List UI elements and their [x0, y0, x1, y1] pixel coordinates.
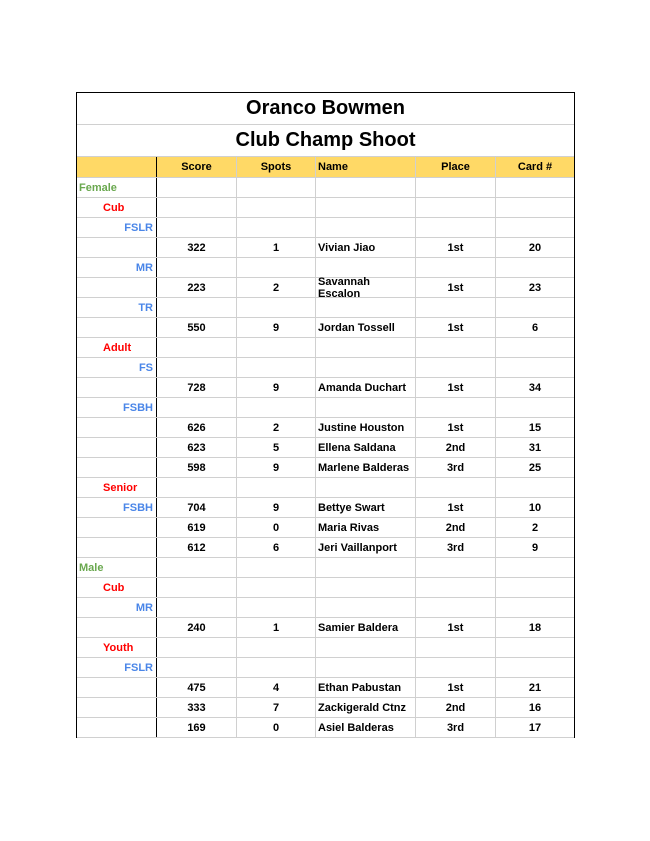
place-cell: [416, 178, 496, 197]
spots-cell: [237, 478, 316, 497]
name-cell: Asiel Balderas: [316, 718, 416, 737]
card-cell: [496, 358, 574, 377]
category-label: FSLR: [77, 218, 157, 237]
table-row: [77, 618, 574, 638]
spots-cell: [237, 198, 316, 217]
card-cell: [496, 258, 574, 277]
score-cell: [157, 478, 237, 497]
score-cell: [157, 218, 237, 237]
category-label: [77, 238, 157, 257]
score-cell: 728: [157, 378, 237, 397]
header-score: Score: [157, 157, 237, 177]
results-rows: [77, 178, 574, 738]
card-cell: [496, 298, 574, 317]
category-label: [77, 538, 157, 557]
category-label: [77, 458, 157, 477]
category-label: [77, 678, 157, 697]
table-row: [77, 718, 574, 738]
score-cell: [157, 298, 237, 317]
score-cell: [157, 598, 237, 617]
spots-cell: 2: [237, 278, 316, 297]
header-spots: Spots: [237, 157, 316, 177]
place-cell: 1st: [416, 378, 496, 397]
spots-cell: 0: [237, 718, 316, 737]
table-row: [77, 318, 574, 338]
name-cell: Justine Houston: [316, 418, 416, 437]
results-sheet: [76, 92, 575, 738]
card-cell: 25: [528, 461, 542, 474]
table-row: [77, 698, 574, 718]
name-cell: [316, 638, 416, 657]
spots-cell: 5: [237, 438, 316, 457]
table-row: [77, 538, 574, 558]
sheet-title: Oranco Bowmen: [77, 93, 574, 125]
place-cell: [416, 398, 496, 417]
place-cell: [416, 298, 496, 317]
name-cell: [316, 398, 416, 417]
place-cell: [416, 578, 496, 597]
score-cell: [157, 178, 237, 197]
score-cell: [157, 358, 237, 377]
card-cell: 16: [528, 701, 542, 714]
category-label: FSBH: [77, 498, 157, 517]
place-cell: [416, 358, 496, 377]
score-cell: 704: [157, 498, 237, 517]
table-row: [77, 418, 574, 438]
name-cell: Vivian Jiao: [316, 238, 416, 257]
spots-cell: [237, 338, 316, 357]
score-cell: [157, 398, 237, 417]
score-cell: 612: [157, 538, 237, 557]
spots-cell: 1: [237, 238, 316, 257]
table-row: [77, 275, 574, 300]
category-row: [77, 338, 574, 358]
score-cell: 598: [157, 458, 237, 477]
spots-cell: 9: [237, 498, 316, 517]
category-label: Adult: [77, 338, 157, 357]
place-cell: 1st: [416, 498, 496, 517]
table-row: [77, 458, 574, 478]
card-cell: [496, 598, 574, 617]
category-row: [77, 198, 574, 218]
table-row: [77, 518, 574, 538]
score-cell: 223: [157, 278, 237, 297]
card-cell: [496, 178, 574, 197]
name-cell: Amanda Duchart: [316, 378, 416, 397]
card-cell: 20: [528, 241, 542, 254]
card-cell: [496, 578, 574, 597]
spots-cell: [237, 178, 316, 197]
place-cell: 3rd: [416, 538, 496, 557]
place-cell: [416, 658, 496, 677]
card-cell: 15: [528, 421, 542, 434]
card-cell: 21: [528, 681, 542, 694]
name-cell: Marlene Balderas: [316, 458, 416, 477]
category-label: [77, 418, 157, 437]
category-row: [77, 478, 574, 498]
place-cell: 1st: [416, 278, 496, 297]
place-cell: [416, 478, 496, 497]
spots-cell: 1: [237, 618, 316, 637]
place-cell: 1st: [416, 618, 496, 637]
place-cell: [416, 638, 496, 657]
card-cell: [496, 338, 574, 357]
category-label: Senior: [77, 478, 157, 497]
header-name: Name: [316, 157, 416, 177]
category-label: [77, 438, 157, 457]
place-cell: [416, 218, 496, 237]
name-cell: [316, 178, 416, 197]
category-label: Cub: [77, 198, 157, 217]
spots-cell: 0: [237, 518, 316, 537]
sheet-subtitle: Club Champ Shoot: [77, 125, 574, 157]
name-cell: [316, 658, 416, 677]
category-row: [77, 398, 574, 418]
name-cell: [316, 338, 416, 357]
spots-cell: 9: [237, 378, 316, 397]
category-row: [77, 298, 574, 318]
card-cell: 6: [531, 321, 539, 334]
place-cell: 2nd: [416, 438, 496, 457]
place-cell: [416, 598, 496, 617]
table-row: [77, 498, 574, 518]
category-row: [77, 578, 574, 598]
spots-cell: [237, 658, 316, 677]
category-label: Cub: [77, 578, 157, 597]
category-label: [77, 698, 157, 717]
category-row: [77, 178, 574, 198]
score-cell: 169: [157, 718, 237, 737]
score-cell: [157, 558, 237, 577]
category-label: FS: [77, 358, 157, 377]
card-cell: [496, 398, 574, 417]
name-cell: Bettye Swart: [316, 498, 416, 517]
category-label: Male: [77, 558, 157, 577]
name-cell: Zackigerald Ctnz: [316, 698, 416, 717]
spots-cell: [237, 638, 316, 657]
name-cell: Jordan Tossell: [316, 318, 416, 337]
name-cell: [316, 358, 416, 377]
category-label: MR: [77, 258, 157, 277]
name-cell: [316, 218, 416, 237]
name-cell: Maria Rivas: [316, 518, 416, 537]
name-cell: [316, 198, 416, 217]
name-cell: Savannah Escalon: [316, 278, 416, 297]
table-row: [77, 378, 574, 398]
category-row: [77, 658, 574, 678]
score-cell: 623: [157, 438, 237, 457]
name-cell: Ethan Pabustan: [316, 678, 416, 697]
place-cell: [416, 558, 496, 577]
place-cell: 2nd: [416, 698, 496, 717]
category-row: [77, 558, 574, 578]
score-cell: 550: [157, 318, 237, 337]
category-label: [77, 518, 157, 537]
name-cell: Samier Baldera: [316, 618, 416, 637]
card-cell: 9: [531, 541, 539, 554]
category-label: [77, 278, 157, 297]
spots-cell: 7: [237, 698, 316, 717]
spots-cell: [237, 398, 316, 417]
header-card: Card #: [517, 161, 553, 173]
spots-cell: [237, 358, 316, 377]
place-cell: [416, 198, 496, 217]
score-cell: 619: [157, 518, 237, 537]
header-row: [77, 157, 574, 178]
place-cell: 1st: [416, 418, 496, 437]
card-cell: 2: [531, 521, 539, 534]
category-row: [77, 598, 574, 618]
card-cell: [496, 638, 574, 657]
card-cell: 10: [528, 501, 542, 514]
place-cell: 1st: [416, 318, 496, 337]
card-cell: 31: [528, 441, 542, 454]
spots-cell: 6: [237, 538, 316, 557]
category-label: FSLR: [77, 658, 157, 677]
card-cell: [496, 658, 574, 677]
card-cell: 34: [528, 381, 542, 394]
name-cell: Ellena Saldana: [316, 438, 416, 457]
score-cell: [157, 338, 237, 357]
spots-cell: [237, 298, 316, 317]
spots-cell: [237, 218, 316, 237]
card-cell: 18: [528, 621, 542, 634]
spots-cell: 9: [237, 458, 316, 477]
score-cell: 626: [157, 418, 237, 437]
name-cell: [316, 558, 416, 577]
score-cell: [157, 258, 237, 277]
card-cell: [496, 218, 574, 237]
score-cell: 333: [157, 698, 237, 717]
category-row: [77, 358, 574, 378]
score-cell: [157, 658, 237, 677]
place-cell: 3rd: [416, 458, 496, 477]
place-cell: 3rd: [416, 718, 496, 737]
spots-cell: [237, 578, 316, 597]
score-cell: 240: [157, 618, 237, 637]
place-cell: 1st: [416, 678, 496, 697]
score-cell: 475: [157, 678, 237, 697]
category-label: Female: [77, 178, 157, 197]
card-cell: [496, 558, 574, 577]
name-cell: [316, 578, 416, 597]
score-cell: [157, 638, 237, 657]
category-row: [77, 218, 574, 238]
card-cell: 17: [528, 721, 542, 734]
category-label: [77, 318, 157, 337]
spots-cell: [237, 258, 316, 277]
category-label: TR: [77, 298, 157, 317]
header-place: Place: [416, 157, 496, 177]
category-label: MR: [77, 598, 157, 617]
table-row: [77, 238, 574, 258]
score-cell: [157, 578, 237, 597]
table-row: [77, 678, 574, 698]
score-cell: [157, 198, 237, 217]
name-cell: [316, 478, 416, 497]
spots-cell: [237, 598, 316, 617]
header-label: [77, 157, 157, 177]
spots-cell: [237, 558, 316, 577]
place-cell: 1st: [416, 238, 496, 257]
spots-cell: 4: [237, 678, 316, 697]
category-label: FSBH: [77, 398, 157, 417]
card-cell: [496, 478, 574, 497]
place-cell: [416, 258, 496, 277]
category-label: [77, 618, 157, 637]
category-row: [77, 638, 574, 658]
place-cell: [416, 338, 496, 357]
score-cell: 322: [157, 238, 237, 257]
name-cell: [316, 258, 416, 277]
category-label: [77, 718, 157, 737]
category-label: Youth: [77, 638, 157, 657]
spots-cell: 2: [237, 418, 316, 437]
name-cell: [316, 298, 416, 317]
card-cell: [496, 198, 574, 217]
table-row: [77, 438, 574, 458]
category-label: [77, 378, 157, 397]
spots-cell: 9: [237, 318, 316, 337]
card-cell: 23: [528, 281, 542, 294]
place-cell: 2nd: [416, 518, 496, 537]
name-cell: [316, 598, 416, 617]
name-cell: Jeri Vaillanport: [316, 538, 416, 557]
